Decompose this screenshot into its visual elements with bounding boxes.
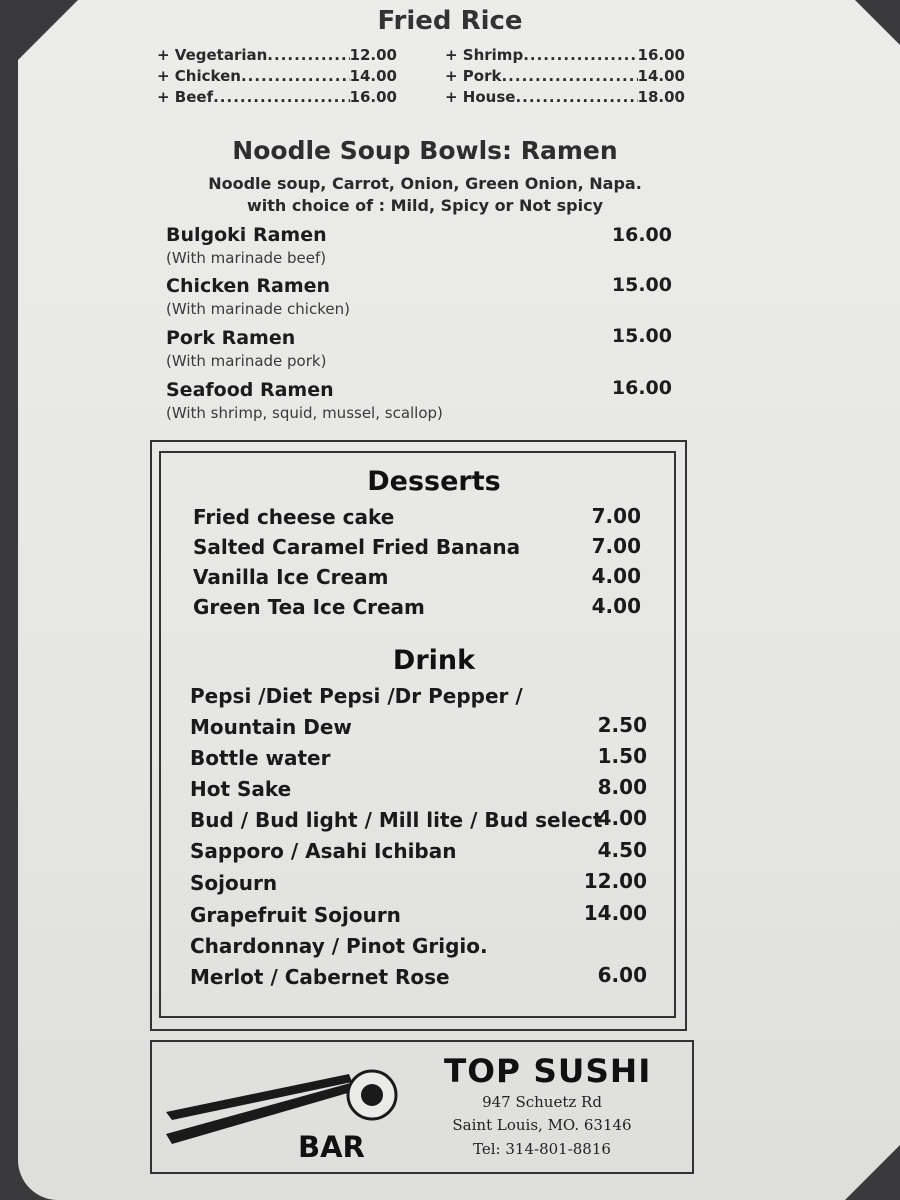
item-name: + Shrimp (445, 46, 524, 64)
drink-item-price: 2.50 (597, 713, 647, 737)
address-street: 947 Schuetz Rd (482, 1093, 602, 1111)
phone-number: Tel: 314-801-8816 (473, 1140, 611, 1158)
bar-label: BAR (298, 1130, 365, 1164)
drink-item-price: 6.00 (597, 963, 647, 987)
ramen-description: Noodle soup, Carrot, Onion, Green Onion, Napa. (208, 174, 642, 193)
ramen-item-price: 16.00 (611, 377, 672, 399)
drink-item-name: Bottle water (190, 746, 331, 770)
fried-rice-item (157, 67, 397, 85)
item-price: 14.00 (349, 67, 397, 85)
address-city: Saint Louis, MO. 63146 (452, 1116, 632, 1134)
drink-item-name: Pepsi /Diet Pepsi /Dr Pepper / (190, 684, 523, 708)
drink-item-price: 14.00 (583, 901, 647, 925)
item-price: 12.00 (349, 46, 397, 64)
restaurant-name: TOP SUSHI (443, 1052, 652, 1090)
dessert-item-name: Fried cheese cake (193, 505, 395, 529)
drink-item-name: Bud / Bud light / Mill lite / Bud select (190, 808, 603, 832)
drink-item-name: Merlot / Cabernet Rose (190, 965, 450, 989)
dessert-item-name: Salted Caramel Fried Banana (193, 535, 521, 559)
fried-rice-title: Fried Rice (377, 6, 523, 36)
dessert-item-price: 7.00 (591, 534, 641, 558)
drink-item-price: 4.50 (597, 838, 647, 862)
item-name: + Chicken (157, 67, 241, 85)
drink-item-price: 8.00 (597, 775, 647, 799)
drink-item-price: 4.00 (597, 806, 647, 830)
fried-rice-item (445, 46, 685, 64)
dessert-item-price: 7.00 (591, 504, 641, 528)
fried-rice-item (445, 88, 685, 106)
ramen-item-name: Bulgoki Ramen (166, 224, 327, 246)
item-price: 16.00 (637, 46, 685, 64)
ramen-item-description: (With marinade pork) (166, 352, 327, 370)
ramen-item-name: Pork Ramen (166, 327, 296, 349)
drink-item-name: Mountain Dew (190, 715, 352, 739)
ramen-choice-note: with choice of : Mild, Spicy or Not spicy (247, 196, 603, 215)
fried-rice-item (445, 67, 685, 85)
drink-item-name: Sapporo / Asahi Ichiban (190, 839, 457, 863)
drink-item-name: Hot Sake (190, 777, 292, 801)
dessert-item-name: Green Tea Ice Cream (193, 595, 425, 619)
item-name: + Beef (157, 88, 214, 106)
ramen-item-name: Chicken Ramen (166, 275, 331, 297)
ramen-item-price: 16.00 (611, 224, 672, 246)
drink-item-price: 12.00 (583, 869, 647, 893)
dessert-item-price: 4.00 (591, 564, 641, 588)
ramen-item-description: (With marinade beef) (166, 249, 327, 267)
dessert-item-price: 4.00 (591, 594, 641, 618)
drink-item-name: Sojourn (190, 871, 278, 895)
chopsticks-and-sushi-roll-icon (164, 1062, 404, 1157)
item-price: 16.00 (349, 88, 397, 106)
fried-rice-item (157, 88, 397, 106)
drink-item-price: 1.50 (597, 744, 647, 768)
fried-rice-item (157, 46, 397, 64)
ramen-item-price: 15.00 (611, 274, 672, 296)
drink-item-name: Grapefruit Sojourn (190, 903, 401, 927)
item-name: + Vegetarian (157, 46, 268, 64)
drinks-title: Drink (392, 645, 476, 676)
item-name: + Pork (445, 67, 502, 85)
ramen-item-description: (With shrimp, squid, mussel, scallop) (166, 404, 443, 422)
ramen-title: Noodle Soup Bowls: Ramen (232, 136, 618, 165)
item-price: 18.00 (637, 88, 685, 106)
dessert-item-name: Vanilla Ice Cream (193, 565, 389, 589)
item-price: 14.00 (637, 67, 685, 85)
ramen-item-price: 15.00 (611, 325, 672, 347)
item-name: + House (445, 88, 516, 106)
desserts-title: Desserts (367, 466, 501, 497)
drink-item-name: Chardonnay / Pinot Grigio. (190, 934, 488, 958)
ramen-item-description: (With marinade chicken) (166, 300, 350, 318)
ramen-item-name: Seafood Ramen (166, 379, 334, 401)
